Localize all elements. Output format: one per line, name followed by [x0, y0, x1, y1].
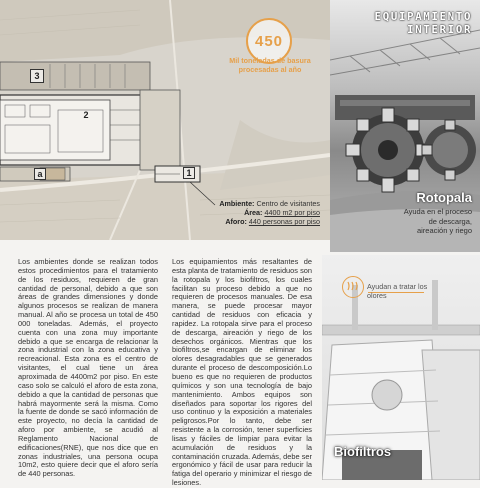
- biofiltros-description: Ayudan a tratar los olores: [367, 282, 428, 300]
- rotopala-description: Ayuda en el proceso de descarga, aireación y riego: [403, 207, 472, 235]
- air-wave-icon: [343, 277, 362, 296]
- tonnage-value: 450: [254, 32, 284, 50]
- visitors-capacity-label: Aforo:: [225, 217, 247, 226]
- area-label-a: a: [34, 168, 46, 180]
- body-column-2: Los equipamientos más resaltantes de esta planta de tratamiento de residuos son la rotopala y los biofiltros, los cuales facilitan su proceso debido a que no requieren de procesos manuales. De esa manera, se puede procesar mayor cantidad de residuos con eficacia y rapidez. La rotopala sirve para el proceso de descarga, aireación y riego de los desechos orgánicos. Mientras que los biofiltros,se encargan de eliminar los olores desagradables que se generados durante el proceso de descomposición.Lo bueno es que no requieren de productos químicos y son una tecnología de bajo mantenimiento. Ambos equipos son diseñados para soportar los rigores del uso continuo y la exposición a materiales peligrosos.Por lo tanto, debe ser resistente a la corrosión, tener superficies lisas y fáciles de limpiar para evitar la acumulación de residuos y la contaminación cruzada. Además, debe ser ergonómico y fácil de usar para reducir la fatiga del operario y minimizar el riesgo de lesiones.: [172, 257, 312, 488]
- area-label-2: 2: [83, 110, 89, 120]
- visitors-info: [219, 199, 320, 226]
- equipment-title-line2: INTERIOR: [407, 23, 472, 36]
- air-treatment-icon: [342, 276, 364, 298]
- body-column-1: Los ambientes donde se realizan todos estos procedimientos para el tratamiento de los residuos, requieren de gran cantidad de personal, debido a que son áreas de grandes dimensiones y donde algunos procesos se realizan de manera manual. Al año se procesa un total de 450 000 toneladas. Además, el proyecto cuenta con una zona muy importante debido a que se encarga de relacionar la zona industrial con la zona educativa y recreacional. Esta zona es el centro de visitantes, el cual tiene un área aproximada de 4400m2 por piso. En este caso solo se calculó el aforo de esta zona, debido a que la cantidad de personas que habrá mayormente será la misma. Como la fuente de donde se sacó información de este proyecto, no decía la cantidad de aforo por ambiente, se acudió al Reglamento Nacional de edificaciones(RNE), que nos dice que en zonas industriales, una persona ocupa 10m2, esto quiere decir que el aforo sería de 440 personas.: [18, 257, 158, 479]
- tonnage-caption: Mil toneladas de basura procesadas al año: [229, 56, 311, 74]
- equipment-title-line1: EQUIPAMIENTO: [374, 10, 472, 23]
- visitors-area-value: Centro de visitantes: [256, 199, 320, 208]
- area-label-1: 1: [183, 167, 195, 179]
- visitors-area-label: Ambiente:: [219, 199, 255, 208]
- visitors-capacity-value: 440 personas por piso: [248, 217, 320, 226]
- visitors-size-label: Área:: [244, 208, 263, 217]
- area-label-3: 3: [30, 69, 44, 83]
- biofiltros-title: Biofiltros: [334, 444, 392, 459]
- rotopala-title: Rotopala: [416, 190, 472, 205]
- equipment-title: [375, 10, 472, 36]
- visitors-size-value: 4400 m2 por piso: [264, 208, 320, 217]
